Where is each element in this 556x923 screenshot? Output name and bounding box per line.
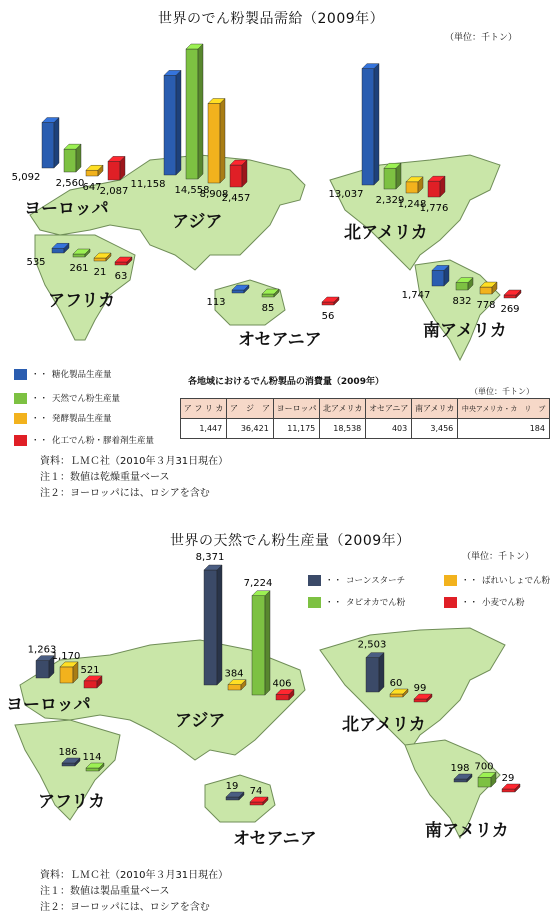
legend1-label-4: 化工でん粉・膠着剤生産量 bbox=[52, 436, 155, 446]
legend2-label-3: ばれいしょでん粉 bbox=[482, 576, 551, 586]
bar-1-1 bbox=[186, 44, 203, 179]
bar-0-0 bbox=[42, 118, 59, 168]
bar-0-1 bbox=[64, 144, 81, 172]
label-north-america-1: 北アメリカ bbox=[344, 223, 428, 243]
value-label-2-1: 2,329 bbox=[375, 195, 405, 206]
legend1-label-2: 天然でん粉生産量 bbox=[52, 394, 121, 404]
consumption-table bbox=[180, 398, 550, 439]
bar-0-3 bbox=[108, 156, 125, 180]
value-label-2-0: 13,037 bbox=[328, 189, 364, 200]
legend2-prefix-3: ・・ bbox=[461, 576, 479, 586]
bar2-2-0 bbox=[366, 653, 384, 692]
value2-label-3-0: 186 bbox=[58, 747, 78, 758]
legend1-prefix-2: ・・ bbox=[31, 394, 49, 404]
value2-label-0-3: 521 bbox=[80, 664, 100, 676]
value-label-1-0: 11,158 bbox=[130, 179, 166, 190]
consumption-value-cell: 1,447 bbox=[181, 419, 227, 439]
label-africa-2: アフリカ bbox=[38, 792, 106, 812]
legend2-prefix-2: ・・ bbox=[325, 598, 343, 608]
legend1-item-1 bbox=[14, 368, 112, 380]
value2-label-0-0: 1,263 bbox=[27, 644, 57, 656]
value2-label-2-3: 99 bbox=[413, 683, 427, 694]
consumption-header-row bbox=[181, 399, 550, 419]
bar-2-0 bbox=[362, 64, 379, 185]
consumption-caption: 各地域におけるでん粉製品の消費量（2009年） bbox=[188, 377, 384, 387]
bar-5-0 bbox=[432, 265, 449, 286]
value-label-3-3: 63 bbox=[114, 271, 128, 282]
value-label-5-1: 832 bbox=[452, 296, 472, 307]
chart1-unit: （単位：千トン） bbox=[445, 33, 518, 43]
bar-0-2 bbox=[86, 165, 103, 176]
value2-label-4-0: 19 bbox=[225, 781, 239, 792]
consumption-header-cell: オセアニア bbox=[366, 399, 412, 419]
consumption-header-cell: ヨーロッパ bbox=[273, 399, 319, 419]
consumption-header-cell: 中央アメリカ・カ リ ブ bbox=[458, 399, 550, 419]
chart1-note-2: 注１：数値は乾燥重量ベース bbox=[40, 472, 170, 483]
value2-label-3-2: 114 bbox=[82, 752, 102, 763]
label-oceania-1: オセアニア bbox=[238, 330, 322, 350]
chart2-note-3: 注２：ヨーロッパには、ロシアを含む bbox=[40, 902, 210, 913]
legend1-swatch-2 bbox=[14, 393, 27, 404]
bar2-5-2 bbox=[478, 772, 496, 787]
chart2-title: 世界の天然でん粉生産量（2009年） bbox=[170, 533, 411, 549]
chart2-note-2: 注１：数値は製品重量ベース bbox=[40, 886, 170, 897]
consumption-value-cell: 18,538 bbox=[320, 419, 366, 439]
consumption-value-cell: 36,421 bbox=[227, 419, 274, 439]
legend2-label-1: コーンスターチ bbox=[346, 576, 406, 586]
bar-2-3 bbox=[428, 176, 445, 197]
label-south-america-1: 南アメリカ bbox=[423, 321, 507, 341]
legend1-swatch-4 bbox=[14, 435, 27, 446]
legend2-prefix-1: ・・ bbox=[325, 576, 343, 586]
label-europe-1: ヨーロッパ bbox=[24, 199, 109, 219]
label-south-america-2: 南アメリカ bbox=[425, 821, 509, 841]
consumption-unit: （単位：千トン） bbox=[470, 387, 534, 396]
legend2-label-4: 小麦でん粉 bbox=[482, 598, 525, 608]
value-label-1-1: 14,558 bbox=[174, 185, 210, 196]
bar-1-2 bbox=[208, 98, 225, 183]
legend1-swatch-3 bbox=[14, 413, 27, 424]
bar2-5-3 bbox=[502, 784, 520, 792]
chart2-notes bbox=[40, 868, 228, 916]
legend2-prefix-4: ・・ bbox=[461, 598, 479, 608]
consumption-header-cell: 北アメリカ bbox=[320, 399, 366, 419]
value-label-5-3: 269 bbox=[500, 304, 520, 315]
bar2-1-2 bbox=[252, 591, 270, 695]
bar-1-0 bbox=[164, 70, 181, 175]
label-africa-1: アフリカ bbox=[48, 291, 116, 311]
bar-5-3 bbox=[504, 290, 521, 298]
consumption-value-cell: 3,456 bbox=[412, 419, 458, 439]
value-label-1-2: 8,908 bbox=[199, 189, 229, 200]
value-label-0-0: 5,092 bbox=[11, 172, 41, 183]
value-label-0-1: 2,560 bbox=[55, 178, 85, 189]
bar-2-2 bbox=[406, 177, 423, 193]
value2-label-1-3: 406 bbox=[272, 678, 292, 690]
value2-label-2-0: 2,503 bbox=[357, 639, 387, 651]
legend1-prefix-4: ・・ bbox=[31, 436, 49, 446]
consumption-header-cell: ア フ リ カ bbox=[181, 399, 227, 419]
value2-label-5-3: 29 bbox=[501, 773, 515, 784]
consumption-value-cell: 11,175 bbox=[273, 419, 319, 439]
label-north-america-2: 北アメリカ bbox=[342, 715, 426, 735]
legend1-swatch-1 bbox=[14, 369, 27, 380]
chart1-note-3: 注２：ヨーロッパには、ロシアを含む bbox=[40, 488, 210, 499]
consumption-header-cell: 南アメリカ bbox=[412, 399, 458, 419]
legend1-prefix-3: ・・ bbox=[31, 414, 49, 424]
value2-label-1-1: 384 bbox=[224, 668, 244, 680]
label-asia-1: アジア bbox=[172, 212, 223, 232]
legend1-item-3 bbox=[14, 412, 112, 424]
chart2-note-1: 資料：ＬＭＣ社（2010年３月31日現在） bbox=[40, 870, 229, 881]
value2-label-1-0: 8,371 bbox=[195, 552, 225, 563]
value2-label-5-0: 198 bbox=[450, 763, 470, 774]
value-label-4-0: 113 bbox=[206, 297, 226, 308]
value-label-2-3: 1,776 bbox=[419, 203, 449, 214]
value-label-0-3: 2,087 bbox=[99, 186, 129, 197]
value2-label-2-1: 60 bbox=[389, 678, 403, 689]
chart2-unit: （単位：千トン） bbox=[462, 552, 535, 562]
value-label-1-3: 2,457 bbox=[221, 193, 251, 204]
value2-label-0-1: 1,170 bbox=[51, 650, 81, 662]
value-label-3-1: 261 bbox=[69, 263, 89, 274]
value2-label-4-3: 74 bbox=[249, 786, 263, 797]
legend1-label-1: 糖化製品生産量 bbox=[52, 370, 112, 380]
bar-1-3 bbox=[230, 160, 247, 187]
value2-label-5-2: 700 bbox=[474, 761, 494, 773]
chart1-notes bbox=[40, 454, 228, 502]
value-label-2-2: 1,248 bbox=[397, 199, 427, 210]
value-label-5-2: 778 bbox=[476, 300, 496, 311]
legend2-label-2: タピオカでん粉 bbox=[346, 598, 406, 608]
bar2-0-1 bbox=[60, 662, 78, 683]
chart1-note-1: 資料：ＬＭＣ社（2010年３月31日現在） bbox=[40, 456, 229, 467]
legend1-item-4 bbox=[14, 434, 154, 446]
bar-4-3 bbox=[322, 297, 339, 305]
label-asia-2: アジア bbox=[175, 711, 226, 731]
bar-2-1 bbox=[384, 163, 401, 189]
consumption-value-cell: 184 bbox=[458, 419, 550, 439]
consumption-value-row bbox=[181, 419, 550, 439]
legend1-prefix-1: ・・ bbox=[31, 370, 49, 380]
label-europe-2: ヨーロッパ bbox=[6, 695, 91, 715]
value-label-3-2: 21 bbox=[93, 267, 107, 278]
legend1-label-3: 発酵製品生産量 bbox=[52, 414, 112, 424]
consumption-value-cell: 403 bbox=[366, 419, 412, 439]
bar2-1-0 bbox=[204, 565, 222, 685]
value-label-3-0: 535 bbox=[26, 257, 46, 268]
value-label-5-0: 1,747 bbox=[401, 290, 431, 301]
chart1-title: 世界のでん粉製品需給（2009年） bbox=[158, 11, 385, 27]
value2-label-1-2: 7,224 bbox=[243, 577, 273, 589]
label-oceania-2: オセアニア bbox=[233, 829, 317, 849]
legend1-item-2 bbox=[14, 392, 120, 404]
value-label-4-3: 56 bbox=[321, 311, 335, 322]
consumption-header-cell: ア ジ ア bbox=[227, 399, 274, 419]
value-label-0-2: 647 bbox=[82, 182, 102, 193]
value-label-4-1: 85 bbox=[261, 303, 275, 314]
north-america-landmass bbox=[330, 155, 500, 270]
